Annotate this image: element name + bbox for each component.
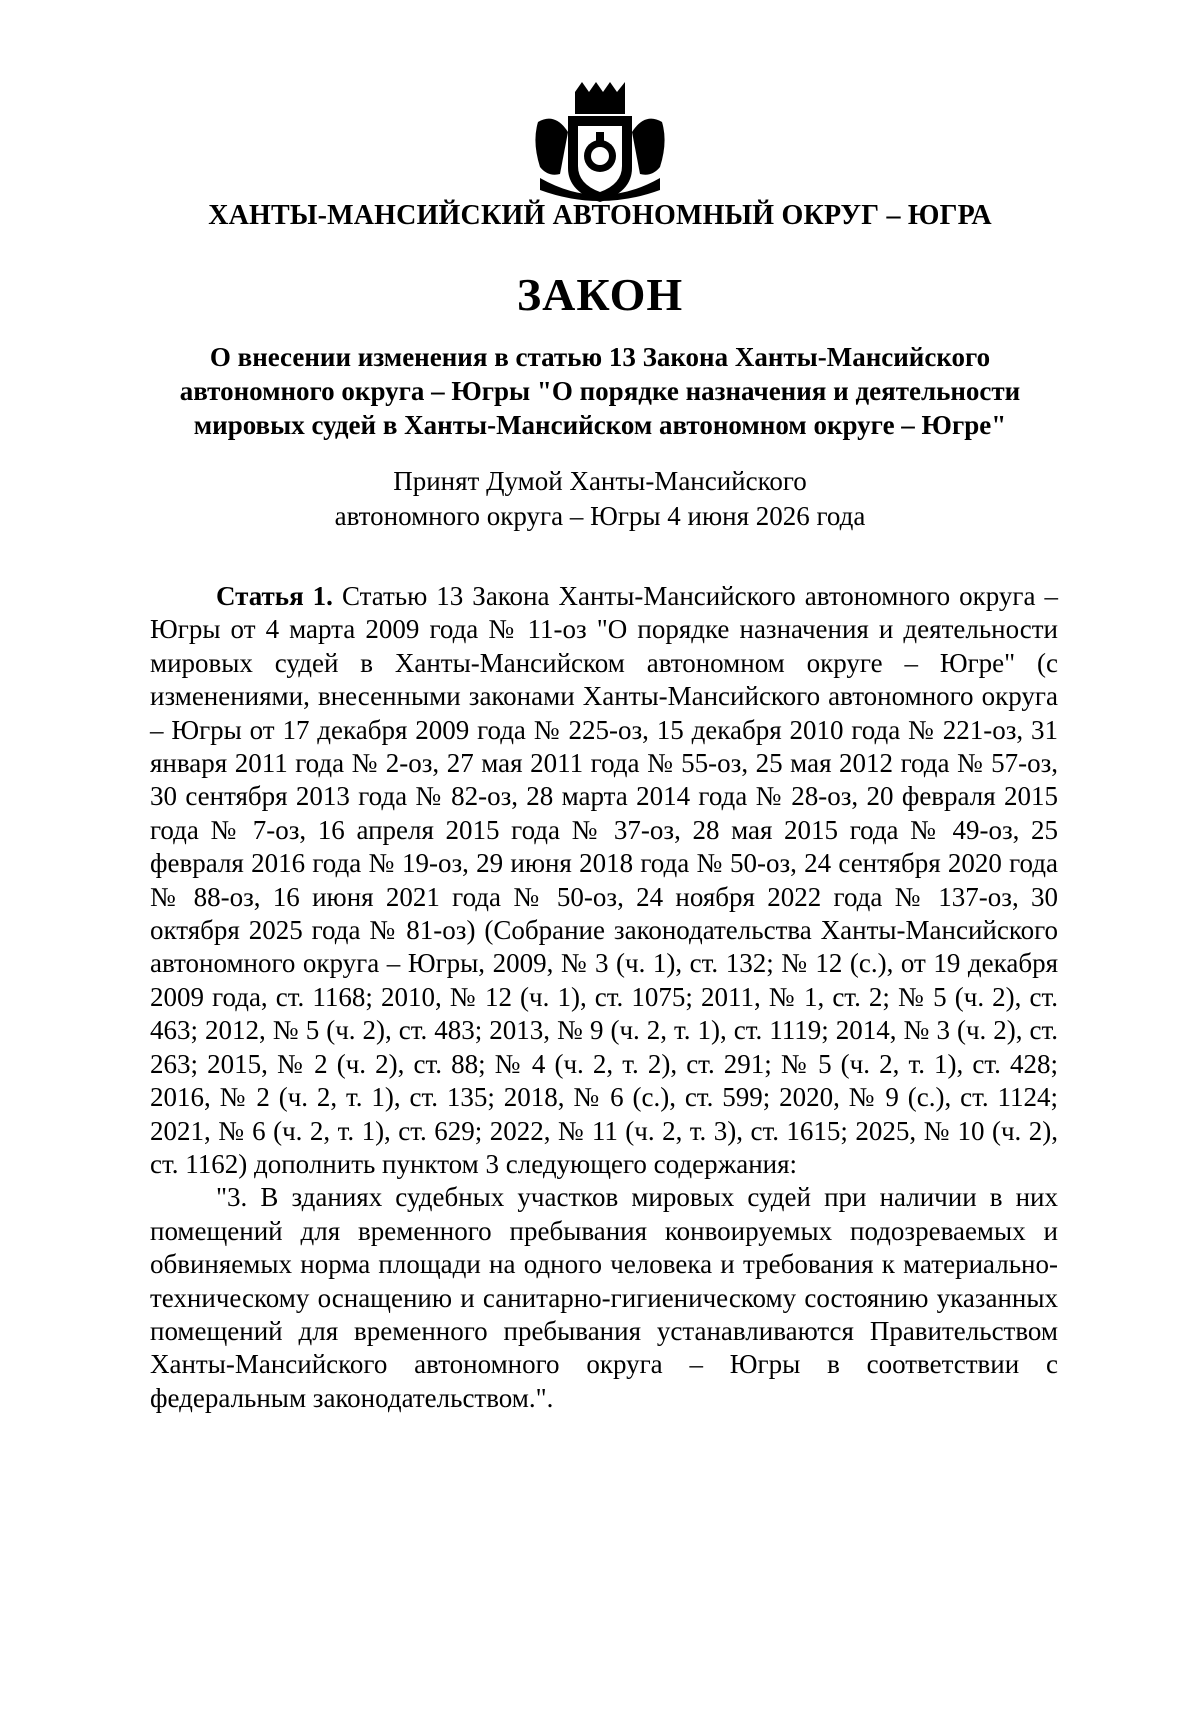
- article-1-label: Статья 1.: [216, 581, 333, 611]
- law-title-line: мировых судей в Ханты-Мансийском автономном округе – Югре": [193, 410, 1007, 440]
- article-1-text: Статью 13 Закона Ханты-Мансийского автономного округа – Югры от 4 марта 2009 года № 11-оз "О порядке назначения и деятельности мировых судей в Ханты-Мансийском автономном округе – Югре" (с изменениями, внесенными законами Ханты-Мансийского автономного округа – Югры от 17 декабря 2009 года № 225-оз, 15 декабря 2010 года № 221-оз, 31 января 2011 года № 2-оз, 27 мая 2011 года № 55-оз, 25 мая 2012 года № 57-оз, 30 сентября 2013 года № 82-оз, 28 марта 2014 года № 28-оз, 20 февраля 2015 года № 7-оз, 16 апреля 2015 года № 37-оз, 28 мая 2015 года № 49-оз, 25 февраля 2016 года № 19-оз, 29 июня 2018 года № 50-оз, 24 сентября 2020 года № 88-оз, 16 июня 2021 года № 50-оз, 24 ноября 2022 года № 137-оз, 30 октября 2025 года № 81-оз) (Собрание законодательства Ханты-Мансийского автономного округа – Югры, 2009, № 3 (ч. 1), ст. 132; № 12 (с.), от 19 декабря 2009 года, ст. 1168; 2010, № 12 (ч. 1), ст. 1075; 2011, № 1, ст. 2; № 5 (ч. 2), ст. 463; 2012, № 5 (ч. 2), ст. 483; 2013, № 9 (ч. 2, т. 1), ст. 1119; 2014, № 3 (ч. 2), ст. 263; 2015, № 2 (ч. 2), ст. 88; № 4 (ч. 2, т. 2), ст. 291; № 5 (ч. 2, т. 1), ст. 428; 2016, № 2 (ч. 2, т. 1), ст. 135; 2018, № 6 (с.), ст. 599; 2020, № 9 (с.), ст. 1124; 2021, № 6 (ч. 2, т. 1), ст. 629; 2022, № 11 (ч. 2, т. 3), ст. 1615; 2025, № 10 (ч. 2), ст. 1162) дополнить пунктом 3 следующего содержания:: [150, 581, 1058, 1179]
- region-name: ХАНТЫ-МАНСИЙСКИЙ АВТОНОМНЫЙ ОКРУГ – ЮГРА: [208, 200, 992, 231]
- law-title-line: автономного округа – Югры "О порядке назначения и деятельности: [179, 376, 1021, 406]
- article-1-clause: "3. В зданиях судебных участков мировых судей при наличии в них помещений для временного пребывания конвоируемых подозреваемых и обвиняемых норма площади на одного человека и требования к материально-техническому оснащению и санитарно-гигиеническому состоянию указанных помещений для временного пребывания устанавливаются Правительством Ханты-Мансийского автономного округа – Югры в соответствии с федеральным законодательством.".: [150, 1182, 1058, 1413]
- article-1: [150, 580, 1058, 1415]
- article-1-body: [150, 580, 1058, 1181]
- adoption-note-line: автономного округа – Югры 4 июня 2026 года: [334, 501, 866, 531]
- law-title: [150, 340, 1050, 442]
- adoption-note: [0, 464, 1200, 534]
- adoption-note-line: Принят Думой Ханты-Мансийского: [393, 466, 807, 496]
- coat-of-arms-emblem: [530, 82, 670, 212]
- law-title-line: О внесении изменения в статью 13 Закона Ханты-Мансийского: [209, 342, 991, 372]
- document-type: ЗАКОН: [516, 269, 684, 320]
